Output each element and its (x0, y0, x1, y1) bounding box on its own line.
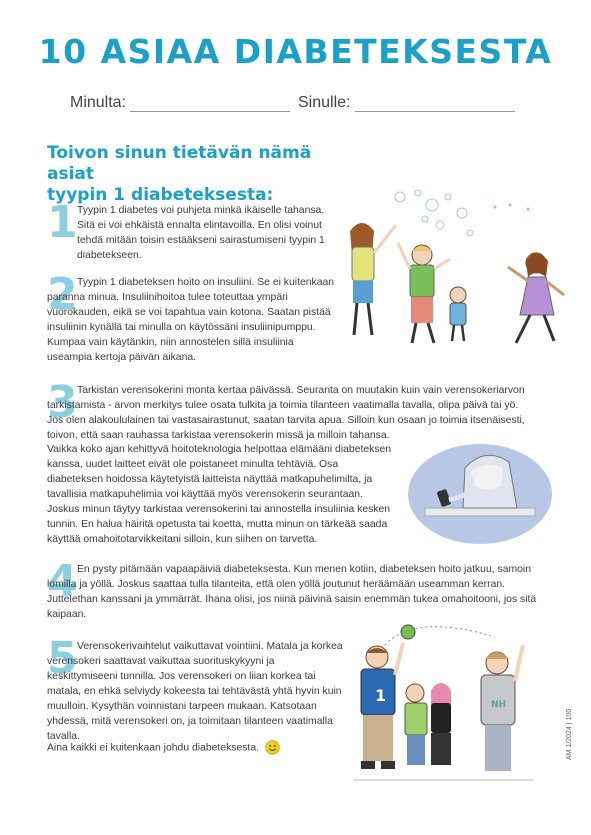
closing-text: Aina kaikki ei kuitenkaan johdu diabeteksesta. (47, 742, 259, 754)
item-text-2: Tyypin 1 diabeteksen hoito on insuliini. Se ei kuitenkaan paranna minua. Insuliinihoitoa tulee toteuttaa ympäri vuorokauden, eikä se voi tapahtua vain kotona. Saatan pistää insuliinin kynällä tai minulla on käytössäni insuliinipumppu. Kumpaa vain käytänkin, niin annostelen sillä insuliinia useampia kertoja päivän aikana. (47, 277, 335, 363)
svg-text:NH: NH (491, 700, 507, 710)
item-text-3-extra: Vaikka koko ajan kehittyvä hoitoteknologia helpottaa elämääni diabeteksen kanssa, uudet laitteet eivät ole poistaneet minulta tehtäviä. Osa diabeteksen hoidossa käytetyistä laitteista näyttää matkapuhelimilta, ja tavallisia matkapuhelimia voi käyttää myös verensokerin seurantaan. Joskus minun täytyy tarkistaa verensokerini tai annostella insuliinia kesken tunnin. En halua häiritä opetusta tai koetta, mutta minun on tärkeää saada käyttää omahoitotarvikkeitani silloin, kun siihen on tarvetta. (47, 444, 392, 545)
item-number-2: 2 (47, 269, 78, 320)
from-field[interactable] (70, 94, 290, 112)
to-line[interactable] (355, 97, 515, 112)
item-number-4: 4 (47, 556, 78, 607)
subheading-line-2: tyypin 1 diabeteksesta: (47, 185, 274, 205)
hooded-student-illustration (405, 438, 555, 546)
item-text-3: Tarkistan verensokerini monta kertaa päivässä. Seuranta on muutakin kuin vain verensokeriarvon tarkistamista - arvon merkitys tulee osata tulkita ja toimia tilanteen vaatimalla tavalla, olipa päivä tai yö. Jos olen alakoululainen tai vastasairastunut, saatan tarvita apua. Silloin kun osaan jo toimia itsenäisesti, toivon, että saan rauhassa tarkistaa verensokerin missä ja milloin tahansa. (47, 385, 525, 441)
subheading (47, 143, 347, 206)
smiley-icon (265, 740, 280, 755)
item-text-4: En pysty pitämään vapaapäiviä diabeteksesta. Kun menen kotiin, diabeteksen hoito jatkuu, samoin lomilla ja yöllä. Joskus saattaa tulla tilanteita, että olen yöllä joutunut heräämään useamman kerran. Juttelethan kanssani ja ymmärrät. Ihana olisi, jos niinä päivinä saisin enemmän tukea omahoitooni, jos sitä kaipaan. (47, 564, 537, 620)
from-line[interactable] (130, 97, 290, 112)
to-field[interactable] (298, 94, 515, 112)
from-label: Minulta: (70, 94, 127, 111)
subheading-line-1: Toivon sinun tietävän nämä asiat (47, 143, 312, 184)
svg-text:1: 1 (375, 686, 387, 705)
item-number-1: 1 (47, 197, 78, 248)
closing-line (47, 740, 327, 755)
teens-group-illustration (345, 615, 545, 795)
page-title: 10 ASIAA DIABETEKSESTA (38, 32, 553, 71)
item-number-5: 5 (47, 633, 78, 684)
to-label: Sinulle: (298, 94, 351, 111)
footer-code: AM 1/2024 | 100 (566, 708, 573, 760)
item-text-1: Tyypin 1 diabetes voi puhjeta minkä ikäiselle tahansa. Sitä ei voi ehkäistä ennalta elintavoilla. En olisi voinut tehdä mitään toisin estääkseni sairastumiseni tyypin 1 diabetekseen. (77, 205, 325, 261)
item-text-5: Verensokerivaihtelut vaikuttavat vointiini. Matala ja korkea verensokeri saattavat vaikuttaa suorituskykyyni ja keskittymiseeni tunnilla. Jos verensokeri on liian korkea tai matala, en ehkä selviydy kokeesta tai tehtävästä yhtä hyvin kuin muulloin. Kysythän voinnistani tarpeen mukaan. Katsotaan yhdessä, mitä verensokeri on, ja toimitaan tilanteen vaatimalla tavalla. (47, 641, 343, 742)
children-bubbles-illustration (340, 185, 570, 350)
item-number-3: 3 (47, 377, 78, 428)
